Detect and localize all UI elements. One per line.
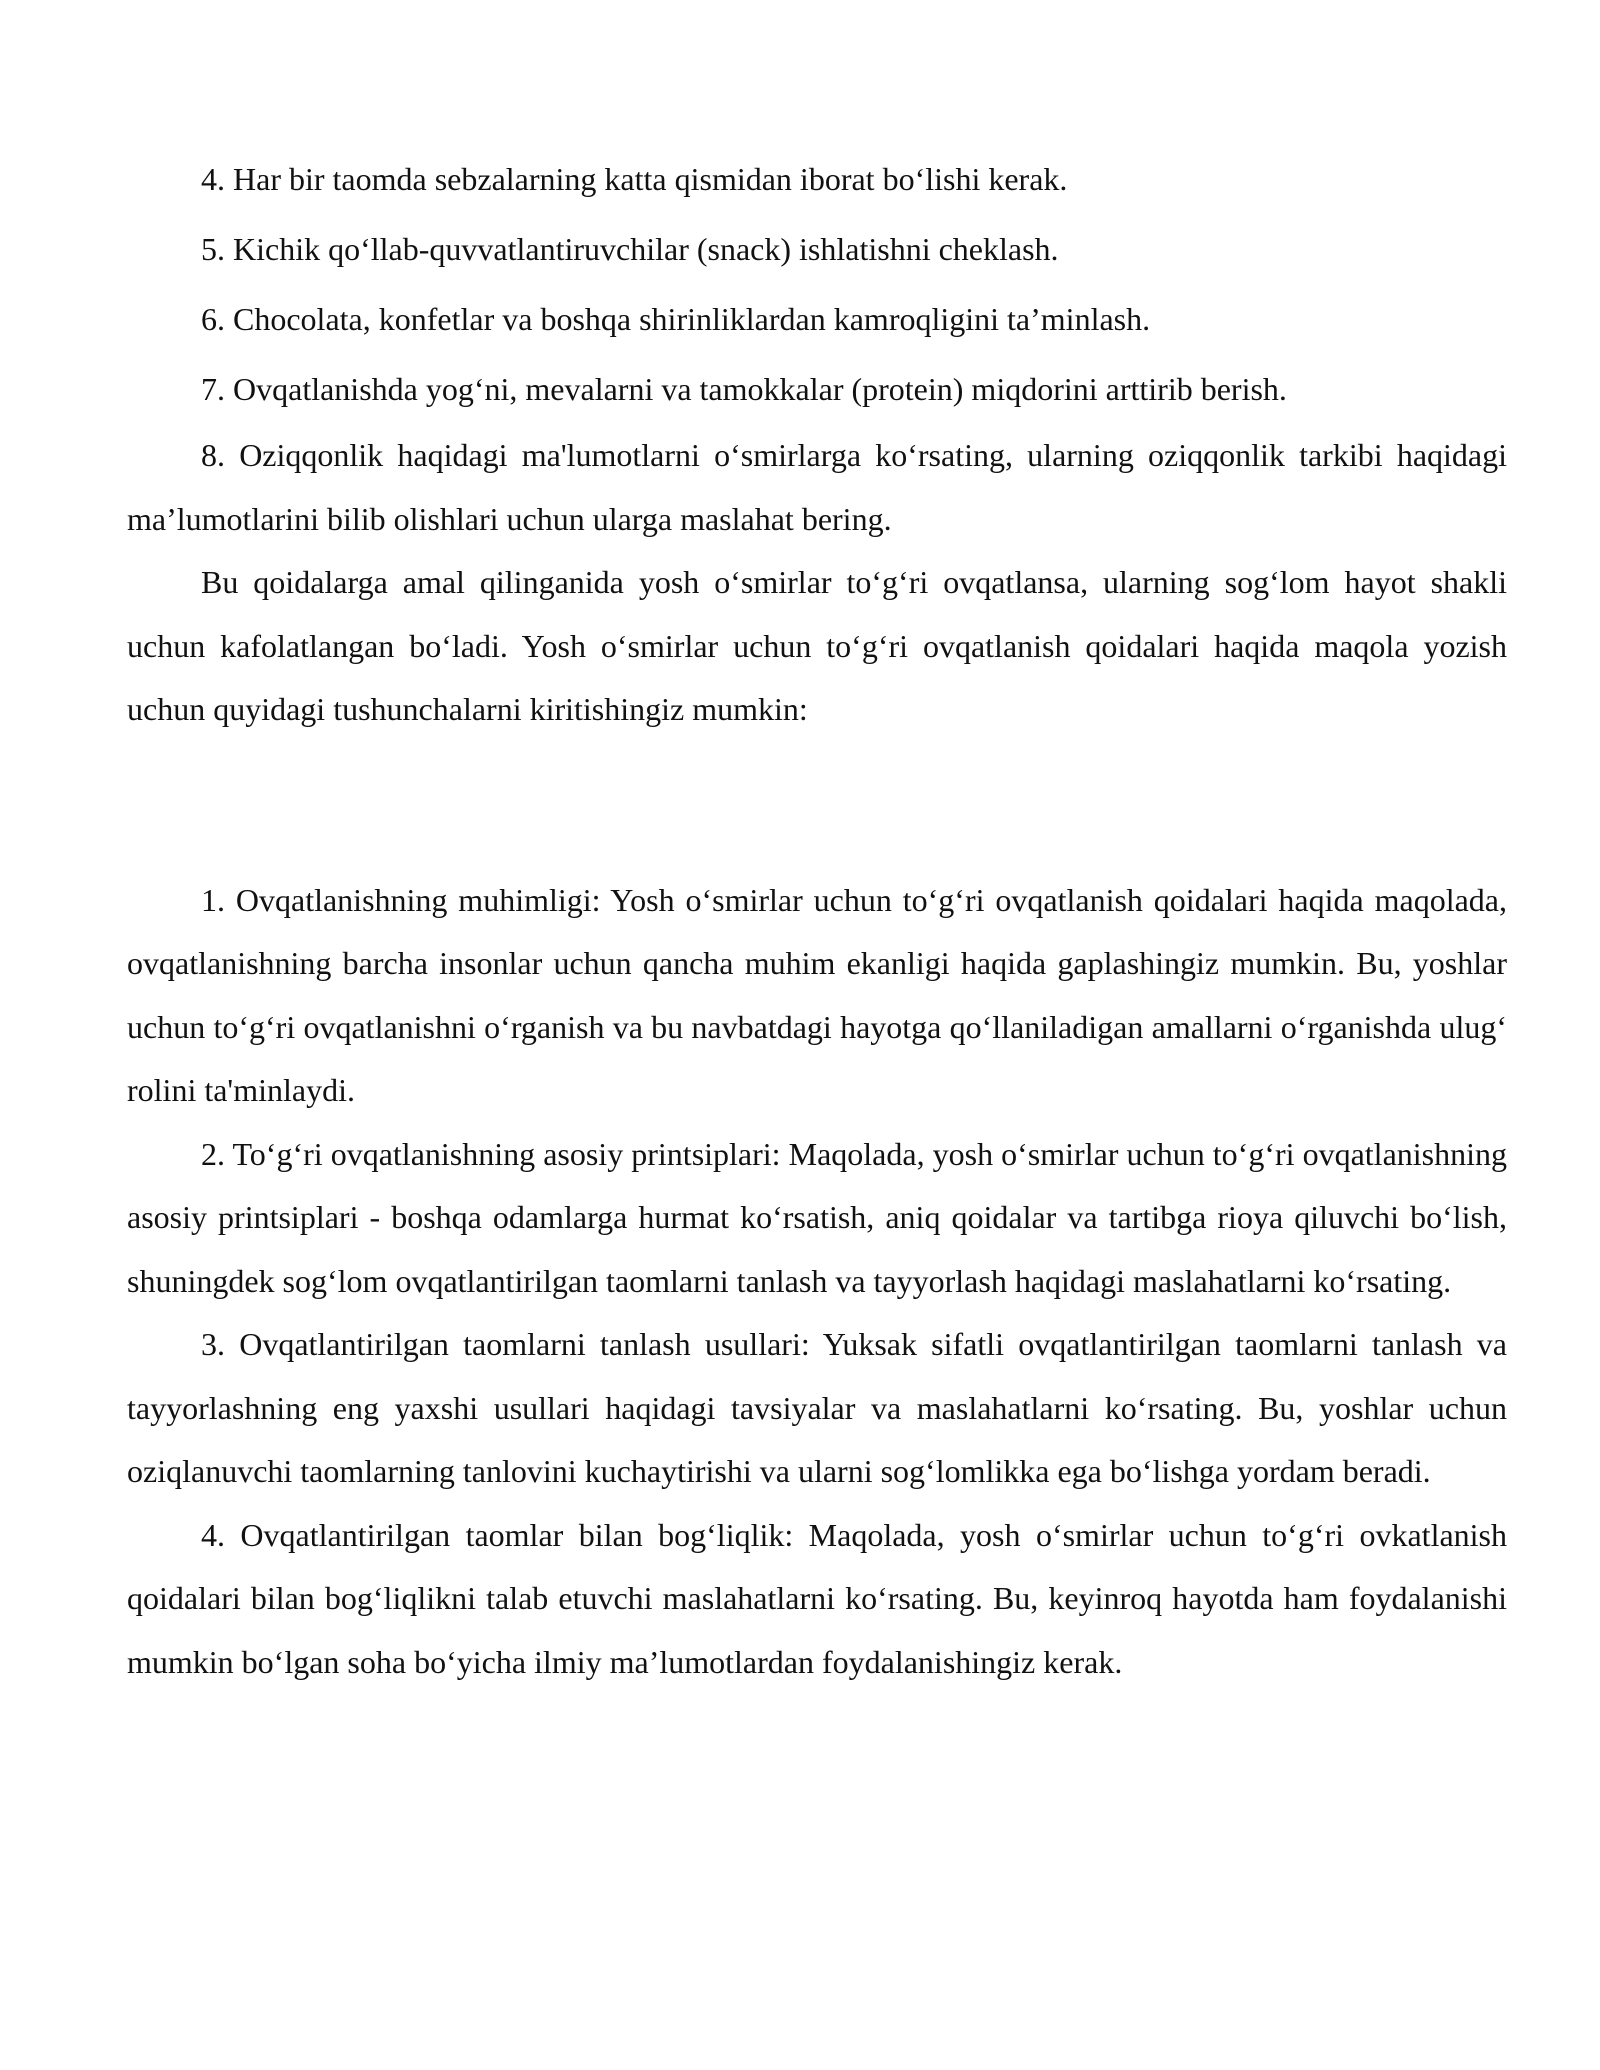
- list-item: 5. Kichik qo‘llab-quvvatlantiruvchilar (snack) ishlatishni cheklash.: [201, 231, 1059, 267]
- list-item: 6. Chocolata, konfetlar va boshqa shirinliklardan kamroqligini ta’minlash.: [201, 301, 1151, 337]
- point-paragraph: 2. To‘g‘ri ovqatlanishning asosiy printsiplari: Maqolada, yosh o‘smirlar uchun to‘g‘ri ovqatlanishning asosiy printsiplari - boshqa odamlarga hurmat ko‘rsatish, aniq qoidalar va tartibga rioya qiluvchi bo‘lish, shuningdek sog‘lom ovqatlantirilgan taomlarni tanlash va tayyorlash haqidagi maslahatlarni ko‘rsating.: [127, 1135, 1507, 1299]
- intro-paragraph: Bu qoidalarga amal qilinganida yosh o‘smirlar to‘g‘ri ovqatlansa, ularning sog‘lom hayot shakli uchun kafolatlangan bo‘ladi. Yosh o‘smirlar uchun to‘g‘ri ovqatlanish qoidalari haqida maqola yozish uchun quyidagi tushunchalarni kiritishingiz mumkin:: [127, 564, 1507, 727]
- list-item: 7. Ovqatlanishda yog‘ni, mevalarni va tamokkalar (protein) miqdorini arttirib berish.: [201, 371, 1287, 407]
- list-item-paragraph: 8. Oziqqonlik haqidagi ma'lumotlarni o‘smirlarga ko‘rsating, ularning oziqqonlik tarkibi haqidagi ma’lumotlarini bilib olishlari uchun ularga maslahat bering.: [127, 437, 1507, 537]
- document-body: [127, 144, 1507, 1694]
- point-paragraph: 3. Ovqatlantirilgan taomlarni tanlash usullari: Yuksak sifatli ovqatlantirilgan taomlarni tanlash va tayyorlashning eng yaxshi usullari haqidagi tavsiyalar va maslahatlarni ko‘rsating. Bu, yoshlar uchun oziqlanuvchi taomlarning tanlovini kuchaytirishi va ularni sog‘lomlikka ega bo‘lishga yordam beradi.: [127, 1326, 1507, 1489]
- list-item: 4. Har bir taomda sebzalarning katta qismidan iborat bo‘lishi kerak.: [201, 161, 1068, 197]
- paragraph-spacer: [127, 742, 1507, 869]
- point-paragraph: 1. Ovqatlanishning muhimligi: Yosh o‘smirlar uchun to‘g‘ri ovqatlanish qoidalari haqida maqolada, ovqatlanishning barcha insonlar uchun qancha muhim ekanligi haqida gaplashingiz mumkin. Bu, yoshlar uchun to‘g‘ri ovqatlanishni o‘rganish va bu navbatdagi hayotga qo‘llaniladigan amallarni o‘rganishda ulug‘ rolini ta'minlaydi.: [127, 881, 1507, 1108]
- point-paragraph: 4. Ovqatlantirilgan taomlar bilan bog‘liqlik: Maqolada, yosh o‘smirlar uchun to‘g‘ri ovkatlanish qoidalari bilan bog‘liqlikni talab etuvchi maslahatlarni ko‘rsating. Bu, keyinroq hayotda ham foydalanishi mumkin bo‘lgan soha bo‘yicha ilmiy ma’lumotlardan foydalanishingiz kerak.: [127, 1516, 1507, 1680]
